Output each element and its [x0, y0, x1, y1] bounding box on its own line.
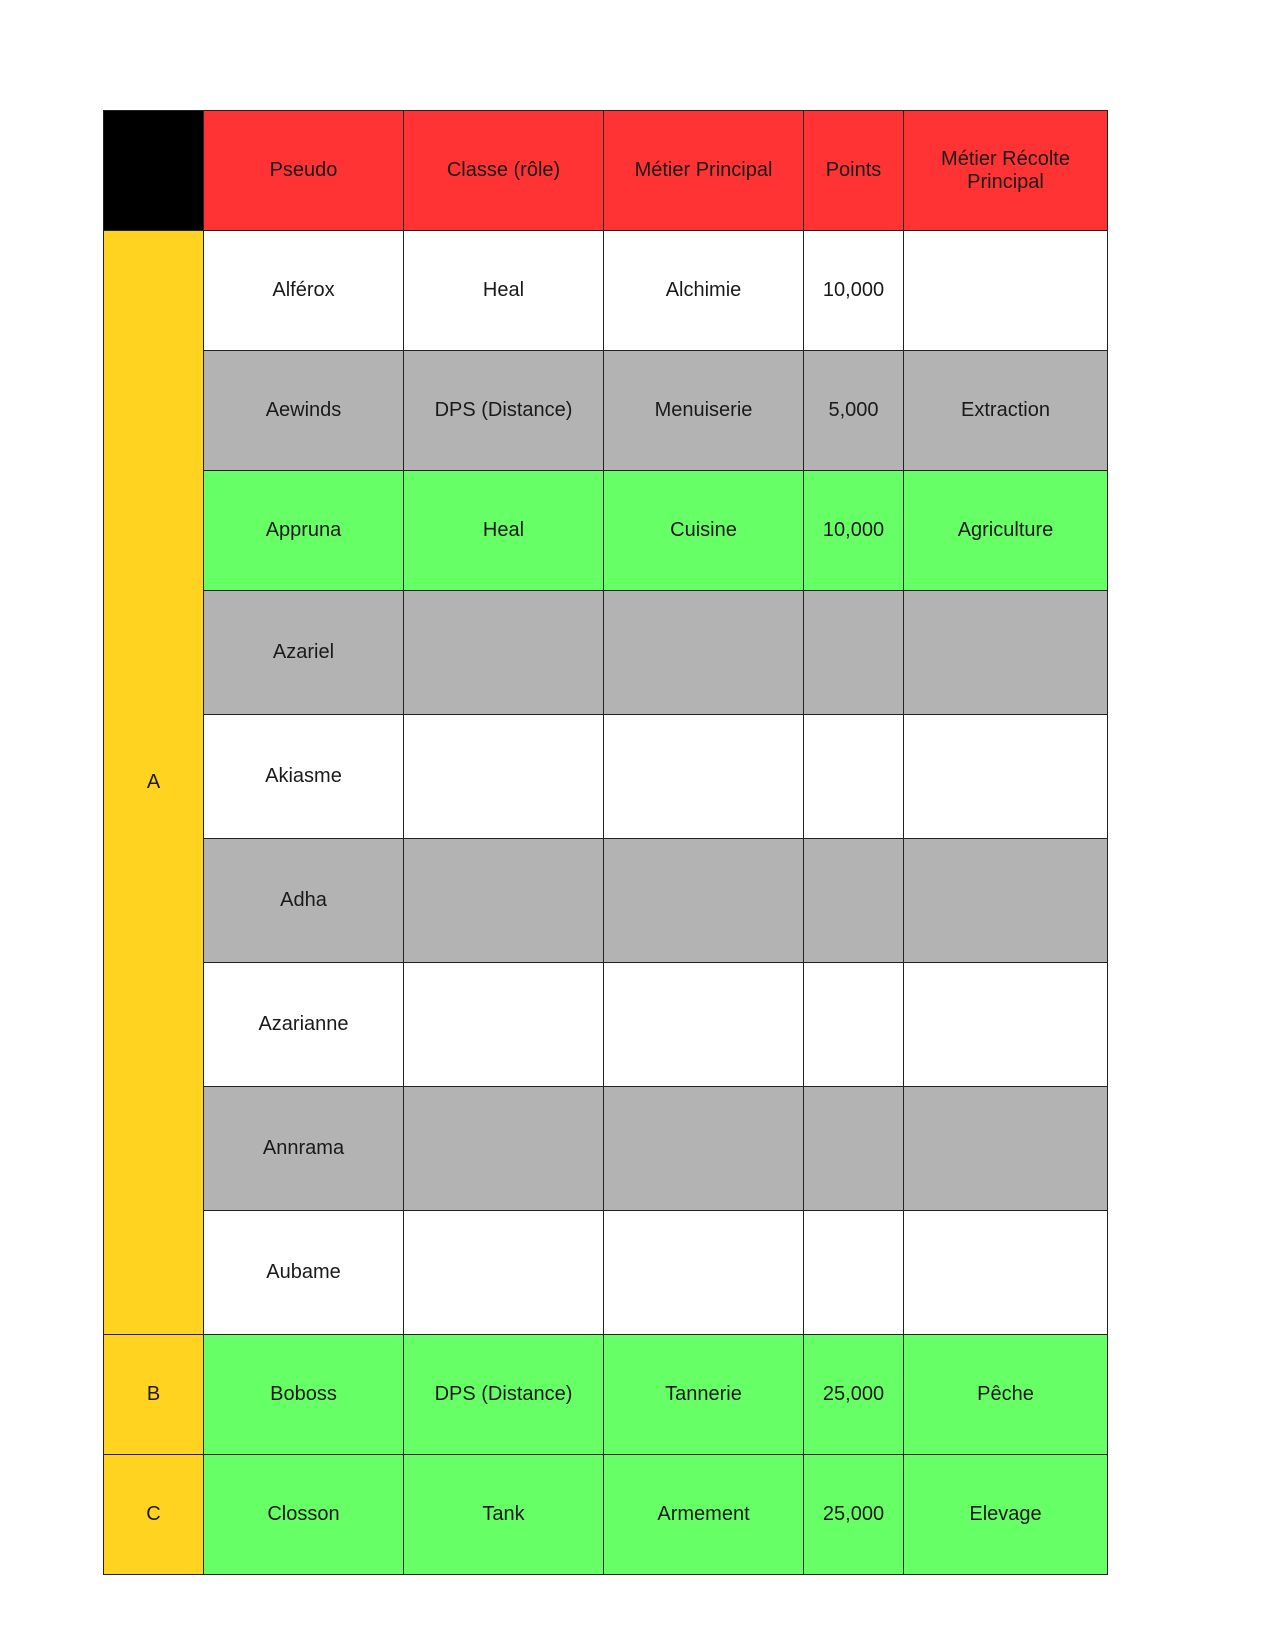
- table-row: [104, 231, 1108, 351]
- header-metier-principal: Métier Principal: [604, 111, 804, 231]
- cell-classe: [404, 1087, 604, 1211]
- cell-points: 5,000: [804, 351, 904, 471]
- cell-metier: [604, 1211, 804, 1335]
- cell-pseudo: Closson: [204, 1455, 404, 1575]
- cell-points: 25,000: [804, 1455, 904, 1575]
- member-table: [103, 110, 1108, 1575]
- cell-pseudo: Appruna: [204, 471, 404, 591]
- cell-classe: [404, 715, 604, 839]
- cell-recolte: Pêche: [904, 1335, 1108, 1455]
- table-row: [104, 591, 1108, 715]
- cell-points: [804, 1087, 904, 1211]
- cell-pseudo: Aewinds: [204, 351, 404, 471]
- corner-cell: [104, 111, 204, 231]
- cell-metier: [604, 715, 804, 839]
- header-row: [104, 111, 1108, 231]
- cell-classe: DPS (Distance): [404, 351, 604, 471]
- cell-recolte: Elevage: [904, 1455, 1108, 1575]
- group-letter-a: A: [104, 231, 204, 1335]
- cell-recolte: [904, 1087, 1108, 1211]
- cell-recolte: Agriculture: [904, 471, 1108, 591]
- cell-pseudo: Azarianne: [204, 963, 404, 1087]
- table-row: [104, 1087, 1108, 1211]
- cell-recolte: [904, 231, 1108, 351]
- cell-classe: Heal: [404, 471, 604, 591]
- cell-metier: [604, 1087, 804, 1211]
- cell-recolte: [904, 1211, 1108, 1335]
- cell-classe: [404, 963, 604, 1087]
- header-points: Points: [804, 111, 904, 231]
- header-pseudo: Pseudo: [204, 111, 404, 231]
- cell-pseudo: Boboss: [204, 1335, 404, 1455]
- cell-pseudo: Annrama: [204, 1087, 404, 1211]
- cell-classe: Heal: [404, 231, 604, 351]
- cell-classe: [404, 591, 604, 715]
- cell-recolte: Extraction: [904, 351, 1108, 471]
- table-row: [104, 1455, 1108, 1575]
- cell-points: 25,000: [804, 1335, 904, 1455]
- cell-classe: [404, 1211, 604, 1335]
- cell-points: 10,000: [804, 471, 904, 591]
- group-letter-c: C: [104, 1455, 204, 1575]
- table-row: [104, 715, 1108, 839]
- cell-points: [804, 1211, 904, 1335]
- cell-classe: [404, 839, 604, 963]
- cell-pseudo: Adha: [204, 839, 404, 963]
- cell-recolte: [904, 963, 1108, 1087]
- cell-recolte: [904, 715, 1108, 839]
- header-metier-recolte: Métier Récolte Principal: [904, 111, 1108, 231]
- table-row: [104, 471, 1108, 591]
- cell-recolte: [904, 839, 1108, 963]
- cell-metier: Alchimie: [604, 231, 804, 351]
- cell-pseudo: Aubame: [204, 1211, 404, 1335]
- cell-metier: Cuisine: [604, 471, 804, 591]
- header-classe: Classe (rôle): [404, 111, 604, 231]
- cell-points: [804, 963, 904, 1087]
- table-row: [104, 351, 1108, 471]
- cell-points: 10,000: [804, 231, 904, 351]
- table-row: [104, 839, 1108, 963]
- cell-metier: [604, 839, 804, 963]
- cell-classe: Tank: [404, 1455, 604, 1575]
- cell-metier: Armement: [604, 1455, 804, 1575]
- cell-pseudo: Akiasme: [204, 715, 404, 839]
- cell-points: [804, 591, 904, 715]
- table-row: [104, 963, 1108, 1087]
- cell-points: [804, 839, 904, 963]
- cell-pseudo: Azariel: [204, 591, 404, 715]
- cell-metier: [604, 963, 804, 1087]
- table-row: [104, 1335, 1108, 1455]
- group-letter-b: B: [104, 1335, 204, 1455]
- cell-points: [804, 715, 904, 839]
- cell-metier: Menuiserie: [604, 351, 804, 471]
- table-viewport: [103, 110, 1108, 1525]
- cell-metier: [604, 591, 804, 715]
- cell-metier: Tannerie: [604, 1335, 804, 1455]
- table-row: [104, 1211, 1108, 1335]
- cell-pseudo: Alférox: [204, 231, 404, 351]
- cell-classe: DPS (Distance): [404, 1335, 604, 1455]
- cell-recolte: [904, 591, 1108, 715]
